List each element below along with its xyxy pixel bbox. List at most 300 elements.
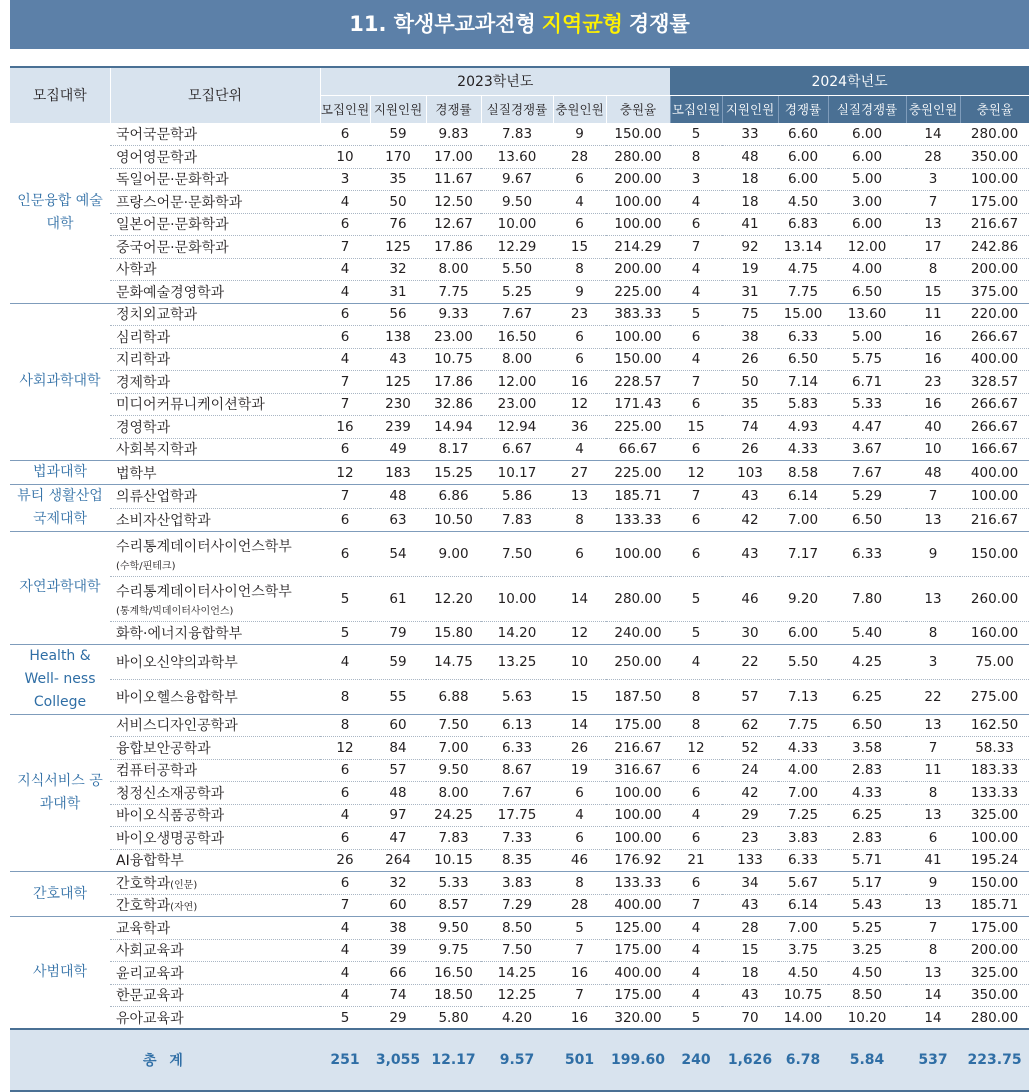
unit-name	[110, 326, 320, 349]
cell-y2024-0: 4	[691, 919, 701, 936]
cell-y2023-1: 230	[385, 396, 411, 413]
cell-y2023-5: 214.29	[614, 238, 662, 255]
cell-y2024-4: 3	[928, 653, 938, 670]
cell-y2023-3: 7.83	[501, 126, 533, 142]
unit-name	[110, 644, 320, 679]
cell-y2024-0: 4	[691, 964, 701, 981]
unit-name	[110, 348, 320, 371]
cell-y2024-4: 13	[924, 511, 942, 528]
cell-y2024-2: 5.67	[787, 874, 819, 891]
cell-y2024-4: 48	[924, 464, 942, 481]
cell-y2024-5: 400.00	[970, 351, 1019, 368]
cell-y2023-4: 23	[570, 306, 589, 323]
cell-y2023-2: 10.15	[434, 852, 473, 869]
table-row	[10, 894, 1029, 917]
college-name: 인문융합 예술대학	[10, 123, 110, 303]
cell-y2023-4: 8	[575, 874, 584, 891]
unit-label: 화학·에너지융합학부	[116, 625, 243, 642]
cell-y2023-0: 6	[340, 441, 350, 458]
cell-y2024-2: 6.33	[787, 328, 819, 345]
cell-y2024-2: 6.00	[787, 148, 819, 165]
cell-y2024-2: 6.60	[787, 126, 819, 142]
cell-y2024-5: 150.00	[970, 546, 1019, 562]
cell-y2024-4: 40	[924, 418, 942, 435]
cell-y2023-1: 47	[389, 829, 407, 846]
cell-y2024-4: 16	[924, 351, 942, 368]
cell-y2023-2: 9.33	[438, 306, 469, 323]
cell-y2024-3: 10.20	[847, 1009, 887, 1026]
cell-y2023-4: 14	[570, 591, 589, 607]
cell-y2023-3: 6.33	[501, 739, 533, 756]
cell-y2023-2: 8.00	[438, 784, 469, 801]
cell-y2024-0: 4	[691, 351, 701, 368]
cell-y2023-0: 7	[340, 373, 350, 390]
cell-y2023-1: 29	[389, 1009, 407, 1026]
unit-name	[110, 123, 320, 146]
cell-y2023-0: 5	[340, 591, 350, 607]
header-2024-col: 모집인원	[670, 95, 722, 123]
cell-y2024-5: 133.33	[970, 784, 1019, 801]
cell-y2023-1: 32	[389, 261, 407, 278]
cell-y2023-0: 6	[340, 126, 350, 142]
cell-y2024-5: 100.00	[970, 171, 1019, 188]
unit-name	[110, 416, 320, 439]
unit-label: 수리통계데이터사이언스학부	[116, 584, 292, 600]
unit-label: 중국어문·문화학과	[116, 239, 229, 256]
cell-y2024-0: 6	[691, 829, 701, 846]
cell-y2024-3: 7.67	[851, 464, 883, 481]
cell-y2024-1: 46	[741, 591, 759, 607]
cell-y2023-3: 9.67	[501, 171, 533, 188]
table-row	[10, 737, 1029, 760]
table-row	[10, 849, 1029, 872]
cell-y2023-1: 54	[389, 546, 407, 562]
cell-y2024-1: 23	[741, 829, 759, 846]
table-row	[10, 213, 1029, 236]
cell-y2024-0: 5	[691, 1009, 701, 1026]
table-row	[10, 371, 1029, 394]
cell-y2024-3: 5.00	[851, 328, 883, 345]
cell-y2023-3: 7.33	[501, 829, 533, 846]
cell-y2023-1: 55	[389, 688, 407, 705]
cell-y2023-4: 26	[570, 739, 589, 756]
title-highlight: 지역균형	[541, 12, 623, 36]
cell-y2023-1: 264	[385, 852, 411, 869]
unit-label: 교육학과	[116, 920, 171, 937]
unit-name	[110, 258, 320, 281]
unit-sub-label: (통계학/빅데이터사이언스)	[116, 606, 234, 617]
cell-y2023-3: 12.94	[497, 418, 537, 435]
unit-name	[110, 281, 320, 304]
cell-y2023-1: 61	[389, 591, 407, 607]
table-row	[10, 326, 1029, 349]
cell-y2023-5: 228.57	[614, 373, 662, 390]
cell-y2024-4: 14	[924, 126, 942, 142]
cell-y2024-5: 242.86	[970, 238, 1019, 255]
cell-y2024-2: 7.25	[787, 807, 819, 824]
cell-y2024-3: 3.58	[851, 739, 883, 756]
cell-y2024-5: 325.00	[970, 807, 1019, 824]
cell-y2024-4: 13	[924, 964, 942, 981]
cell-y2024-2: 7.75	[787, 717, 819, 734]
table-row	[10, 872, 1029, 895]
table-row	[10, 962, 1029, 985]
header-2024-col: 지원인원	[722, 95, 778, 123]
total-y2023-5: 199.60	[606, 1029, 670, 1091]
cell-y2024-0: 6	[691, 874, 701, 891]
cell-y2023-0: 8	[340, 688, 350, 705]
cell-y2024-5: 216.67	[970, 511, 1019, 528]
cell-y2023-4: 4	[575, 807, 584, 824]
cell-y2023-1: 35	[389, 171, 407, 188]
cell-y2024-5: 166.67	[970, 441, 1019, 458]
cell-y2024-3: 2.83	[851, 762, 883, 779]
cell-y2023-5: 100.00	[614, 807, 662, 824]
table-row	[10, 123, 1029, 146]
cell-y2024-5: 350.00	[970, 148, 1019, 165]
unit-name	[110, 168, 320, 191]
cell-y2024-5: 150.00	[970, 874, 1019, 891]
cell-y2024-4: 14	[924, 987, 942, 1004]
cell-y2023-1: 63	[389, 511, 407, 528]
cell-y2024-5: 266.67	[970, 328, 1019, 345]
cell-y2023-2: 7.50	[438, 717, 469, 734]
unit-label: 서비스디자인공학과	[116, 718, 238, 735]
cell-y2023-1: 43	[389, 351, 407, 368]
cell-y2024-4: 7	[928, 193, 938, 210]
cell-y2023-1: 125	[385, 238, 411, 255]
cell-y2023-3: 5.25	[501, 283, 533, 300]
cell-y2023-0: 4	[340, 261, 350, 278]
cell-y2023-0: 6	[340, 829, 350, 846]
cell-y2024-4: 10	[924, 441, 942, 458]
cell-y2024-3: 12.00	[847, 238, 887, 255]
cell-y2024-2: 3.75	[787, 942, 819, 959]
unit-name	[110, 393, 320, 416]
cell-y2023-0: 4	[340, 351, 350, 368]
college-name: 뷰티 생활산업 국제대학	[10, 485, 110, 532]
cell-y2024-5: 200.00	[970, 942, 1019, 959]
cell-y2024-1: 74	[741, 418, 759, 435]
total-y2024-1: 1,626	[722, 1029, 778, 1091]
cell-y2024-2: 7.75	[787, 283, 819, 300]
cell-y2023-0: 7	[340, 897, 350, 914]
cell-y2024-3: 5.33	[851, 396, 883, 413]
cell-y2023-3: 7.29	[501, 897, 533, 914]
cell-y2023-5: 316.67	[614, 762, 662, 779]
cell-y2024-3: 6.50	[851, 283, 883, 300]
table-row	[10, 438, 1029, 461]
table-row	[10, 485, 1029, 509]
cell-y2023-4: 16	[570, 964, 589, 981]
cell-y2024-1: 33	[741, 126, 759, 142]
unit-name	[110, 714, 320, 737]
cell-y2023-3: 8.50	[501, 919, 533, 936]
total-label: 총 계	[10, 1029, 320, 1091]
cell-y2023-5: 100.00	[614, 328, 662, 345]
cell-y2023-2: 7.00	[438, 739, 469, 756]
cell-y2023-4: 28	[570, 897, 589, 914]
cell-y2023-4: 6	[575, 216, 584, 233]
title-text: 11. 학생부교과전형	[349, 12, 536, 36]
unit-label: AI융합학부	[116, 853, 184, 870]
cell-y2024-4: 13	[924, 897, 942, 914]
cell-y2023-2: 6.88	[438, 688, 469, 705]
cell-y2024-3: 2.83	[851, 829, 883, 846]
cell-y2024-3: 5.71	[851, 852, 883, 869]
cell-y2023-2: 9.00	[438, 546, 469, 562]
cell-y2024-2: 4.50	[787, 964, 819, 981]
cell-y2024-1: 26	[741, 351, 759, 368]
cell-y2023-0: 7	[340, 238, 350, 255]
cell-y2024-2: 6.50	[787, 351, 819, 368]
cell-y2024-3: 6.33	[851, 546, 883, 562]
unit-name	[110, 303, 320, 326]
cell-y2024-0: 4	[691, 193, 701, 210]
cell-y2024-0: 5	[691, 591, 701, 607]
cell-y2024-5: 280.00	[970, 126, 1019, 142]
cell-y2024-4: 9	[928, 874, 938, 891]
cell-y2024-5: 280.00	[970, 1009, 1019, 1026]
unit-name	[110, 984, 320, 1007]
cell-y2023-1: 239	[385, 418, 411, 435]
table-row	[10, 622, 1029, 645]
cell-y2024-3: 6.00	[851, 216, 883, 233]
unit-name	[110, 917, 320, 940]
cell-y2023-1: 38	[389, 919, 407, 936]
cell-y2023-3: 8.67	[501, 762, 533, 779]
cell-y2023-0: 4	[340, 193, 350, 210]
cell-y2024-0: 4	[691, 283, 701, 300]
cell-y2023-4: 6	[575, 546, 584, 562]
cell-y2023-4: 12	[570, 396, 589, 413]
cell-y2024-0: 5	[691, 306, 701, 323]
cell-y2024-4: 41	[924, 852, 942, 869]
unit-label: 미디어커뮤니케이션학과	[116, 397, 265, 414]
cell-y2023-0: 16	[336, 418, 354, 435]
cell-y2023-1: 183	[385, 464, 411, 481]
header-2023-col: 모집인원	[320, 95, 370, 123]
cell-y2024-4: 15	[924, 283, 942, 300]
cell-y2023-4: 13	[570, 488, 589, 505]
cell-y2024-4: 23	[924, 373, 942, 390]
unit-name	[110, 508, 320, 532]
cell-y2023-5: 133.33	[614, 511, 662, 528]
unit-name	[110, 532, 320, 577]
unit-name	[110, 804, 320, 827]
cell-y2023-1: 76	[389, 216, 407, 233]
cell-y2023-3: 16.50	[497, 328, 537, 345]
total-y2023-1: 3,055	[370, 1029, 426, 1091]
cell-y2023-2: 9.50	[438, 919, 469, 936]
cell-y2023-2: 11.67	[434, 171, 473, 188]
cell-y2024-5: 183.33	[970, 762, 1019, 779]
cell-y2023-3: 9.50	[501, 193, 533, 210]
table-row	[10, 168, 1029, 191]
cell-y2023-0: 5	[340, 624, 350, 641]
cell-y2024-1: 18	[741, 171, 759, 188]
unit-tag: (인문)	[170, 879, 198, 891]
cell-y2023-3: 7.83	[501, 511, 533, 528]
cell-y2023-1: 125	[385, 373, 411, 390]
cell-y2024-5: 325.00	[970, 964, 1019, 981]
cell-y2024-3: 5.25	[851, 919, 883, 936]
cell-y2023-5: 280.00	[614, 148, 662, 165]
unit-name	[110, 782, 320, 805]
header-2024-col: 충원율	[960, 95, 1029, 123]
cell-y2024-4: 16	[924, 396, 942, 413]
unit-name	[110, 213, 320, 236]
unit-label: 유아교육과	[116, 1010, 184, 1027]
cell-y2024-5: 75.00	[975, 653, 1014, 670]
cell-y2023-5: 240.00	[614, 624, 662, 641]
cell-y2024-3: 13.60	[847, 306, 887, 323]
cell-y2024-2: 14.00	[783, 1009, 823, 1026]
table-row	[10, 303, 1029, 326]
table-row	[10, 577, 1029, 622]
cell-y2023-0: 26	[336, 852, 354, 869]
cell-y2023-3: 3.83	[501, 874, 533, 891]
cell-y2024-5: 266.67	[970, 418, 1019, 435]
cell-y2024-2: 7.17	[787, 546, 819, 562]
cell-y2024-2: 6.00	[787, 624, 819, 641]
cell-y2023-4: 9	[575, 283, 584, 300]
cell-y2024-1: 43	[741, 897, 759, 914]
cell-y2023-3: 6.67	[501, 441, 533, 458]
cell-y2023-5: 225.00	[614, 418, 662, 435]
cell-y2024-0: 6	[691, 762, 701, 779]
cell-y2023-1: 48	[389, 784, 407, 801]
cell-y2024-5: 260.00	[970, 591, 1019, 607]
cell-y2023-4: 8	[575, 511, 584, 528]
cell-y2024-0: 5	[691, 126, 701, 142]
unit-name	[110, 461, 320, 485]
cell-y2023-0: 10	[336, 148, 354, 165]
header-2023-col: 경쟁률	[426, 95, 481, 123]
total-y2024-3: 5.84	[828, 1029, 906, 1091]
unit-name	[110, 371, 320, 394]
cell-y2024-1: 70	[741, 1009, 759, 1026]
cell-y2023-0: 6	[340, 511, 350, 528]
table-row	[10, 532, 1029, 577]
cell-y2024-2: 15.00	[783, 306, 823, 323]
cell-y2024-4: 7	[928, 919, 938, 936]
cell-y2023-2: 14.75	[434, 653, 473, 670]
cell-y2023-2: 14.94	[434, 418, 473, 435]
cell-y2024-0: 6	[691, 511, 701, 528]
cell-y2023-1: 170	[385, 148, 411, 165]
cell-y2023-5: 200.00	[614, 171, 662, 188]
cell-y2023-1: 31	[389, 283, 407, 300]
cell-y2023-4: 27	[570, 464, 589, 481]
cell-y2024-2: 8.58	[787, 464, 819, 481]
cell-y2023-4: 15	[570, 238, 589, 255]
cell-y2024-2: 7.00	[787, 511, 819, 528]
cell-y2023-1: 39	[389, 942, 407, 959]
cell-y2023-5: 150.00	[614, 126, 662, 142]
cell-y2024-1: 31	[741, 283, 759, 300]
cell-y2024-1: 30	[741, 624, 759, 641]
table-row	[10, 804, 1029, 827]
cell-y2024-5: 162.50	[970, 717, 1019, 734]
cell-y2024-3: 6.50	[851, 511, 883, 528]
cell-y2023-3: 8.00	[501, 351, 533, 368]
cell-y2023-3: 7.50	[501, 546, 533, 562]
unit-name	[110, 191, 320, 214]
cell-y2023-0: 4	[340, 283, 350, 300]
page-title	[10, 0, 1029, 49]
cell-y2023-5: 171.43	[614, 396, 662, 413]
cell-y2023-0: 12	[336, 464, 354, 481]
unit-name	[110, 737, 320, 760]
table-row	[10, 1007, 1029, 1030]
cell-y2024-3: 4.25	[851, 653, 883, 670]
unit-label: 사회복지학과	[116, 442, 198, 459]
cell-y2023-3: 8.35	[501, 852, 533, 869]
cell-y2024-3: 5.43	[851, 897, 883, 914]
cell-y2024-0: 7	[691, 238, 701, 255]
cell-y2023-1: 49	[389, 441, 407, 458]
cell-y2024-4: 16	[924, 328, 942, 345]
cell-y2023-3: 4.20	[501, 1009, 533, 1026]
cell-y2023-1: 56	[389, 306, 407, 323]
cell-y2024-4: 13	[924, 807, 942, 824]
unit-label: 독일어문·문화학과	[116, 172, 229, 189]
cell-y2023-2: 12.50	[434, 193, 473, 210]
cell-y2023-0: 6	[340, 546, 350, 562]
unit-label: 소비자산업학과	[116, 512, 211, 529]
cell-y2024-0: 3	[691, 171, 701, 188]
cell-y2024-5: 350.00	[970, 987, 1019, 1004]
cell-y2024-2: 6.14	[787, 897, 819, 914]
cell-y2024-5: 175.00	[970, 193, 1019, 210]
table-row	[10, 146, 1029, 169]
cell-y2023-0: 6	[340, 784, 350, 801]
cell-y2024-4: 11	[924, 306, 942, 323]
cell-y2023-5: 383.33	[614, 306, 662, 323]
cell-y2024-0: 8	[691, 717, 701, 734]
cell-y2024-2: 3.83	[787, 829, 819, 846]
table-row	[10, 644, 1029, 679]
cell-y2023-2: 17.86	[434, 373, 473, 390]
cell-y2023-2: 8.00	[438, 261, 469, 278]
cell-y2023-4: 7	[575, 987, 584, 1004]
cell-y2024-1: 41	[741, 216, 759, 233]
cell-y2023-1: 60	[389, 897, 407, 914]
cell-y2023-4: 14	[570, 717, 589, 734]
cell-y2024-4: 14	[924, 1009, 942, 1026]
cell-y2024-0: 4	[691, 653, 701, 670]
cell-y2023-2: 9.50	[438, 762, 469, 779]
cell-y2023-0: 7	[340, 396, 350, 413]
cell-y2023-1: 79	[389, 624, 407, 641]
cell-y2023-1: 138	[385, 328, 411, 345]
cell-y2023-1: 74	[389, 987, 407, 1004]
cell-y2023-1: 66	[389, 964, 407, 981]
table-row	[10, 281, 1029, 304]
cell-y2024-5: 100.00	[970, 488, 1019, 505]
cell-y2024-4: 3	[928, 171, 938, 188]
cell-y2024-5: 220.00	[970, 306, 1019, 323]
cell-y2024-5: 100.00	[970, 829, 1019, 846]
cell-y2024-1: 103	[737, 464, 763, 481]
cell-y2023-1: 59	[389, 653, 407, 670]
cell-y2023-0: 4	[340, 987, 350, 1004]
unit-label: 사회교육과	[116, 943, 184, 960]
unit-name	[110, 827, 320, 850]
unit-name	[110, 485, 320, 509]
header-2023-col: 실질경쟁률	[481, 95, 553, 123]
